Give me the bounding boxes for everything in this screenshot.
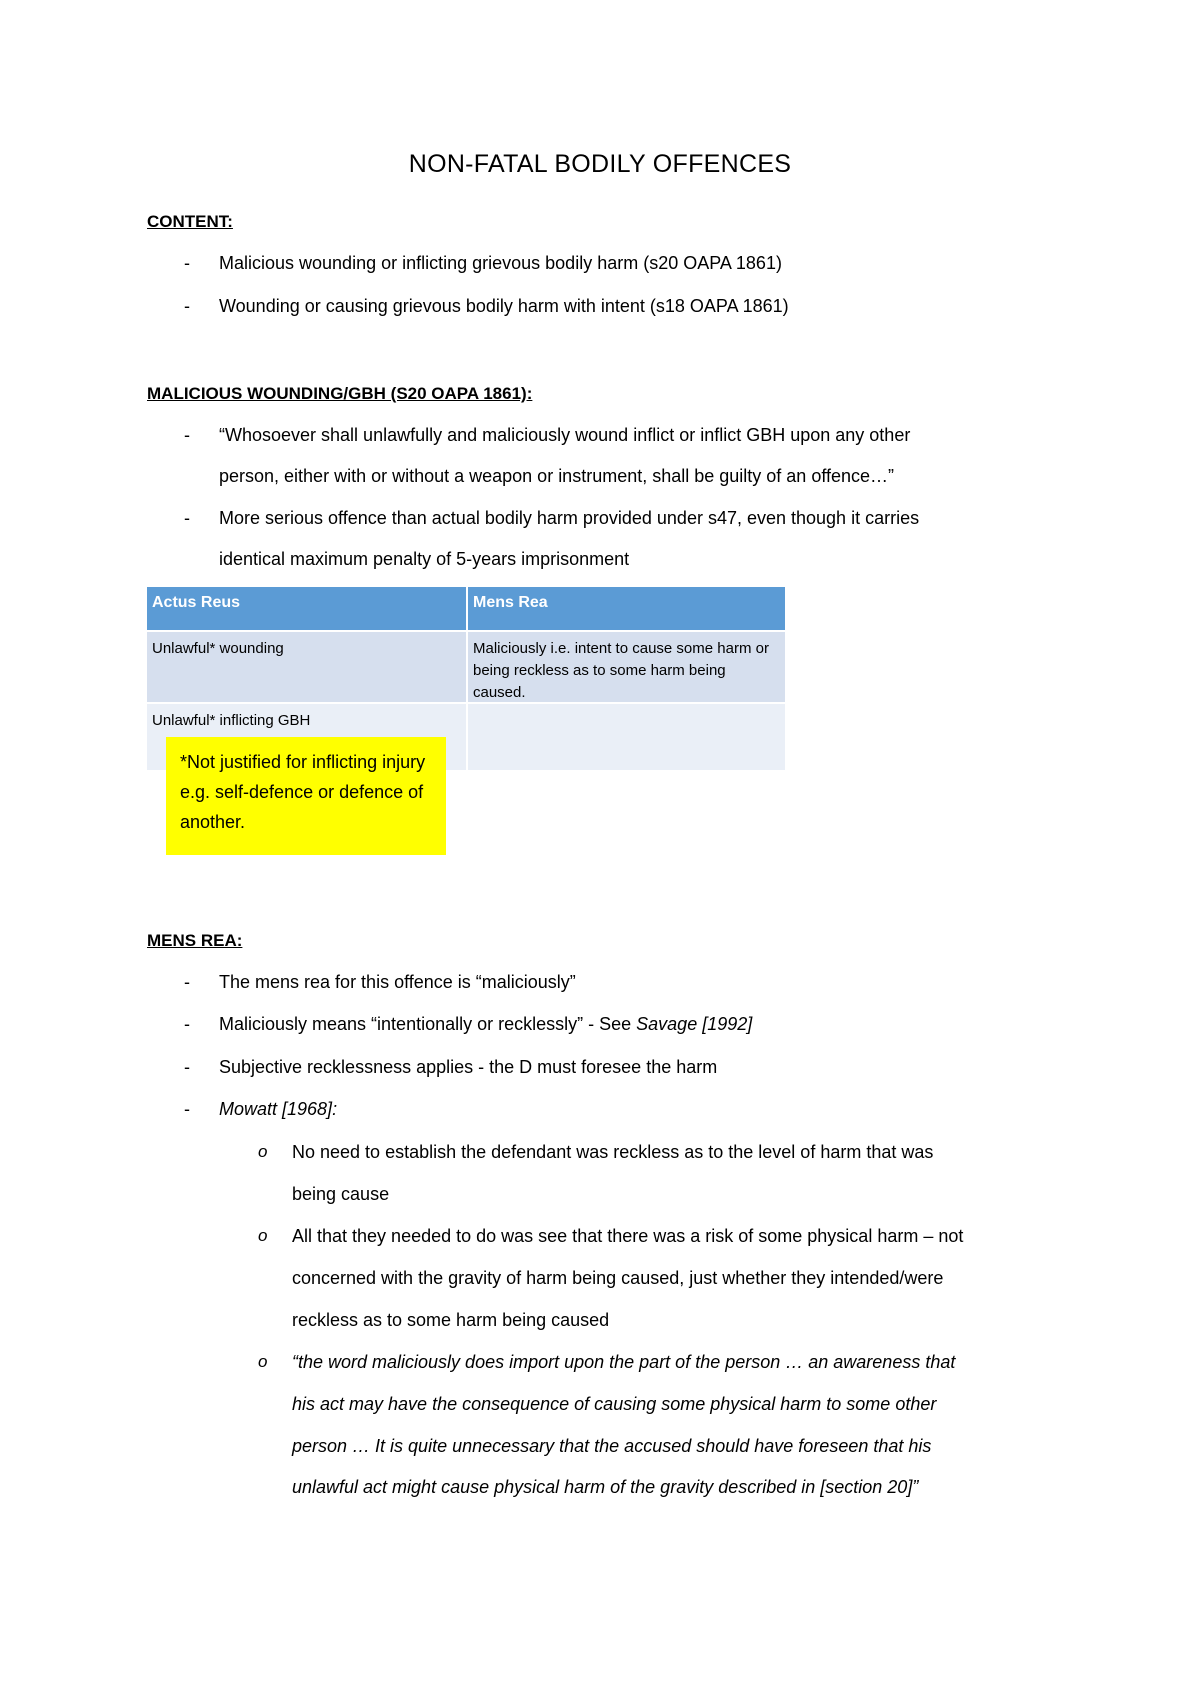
- text-segment: Maliciously means “intentionally or recklessly” - See: [219, 1014, 637, 1034]
- quote-line: unlawful act might cause physical harm of the gravity described in [section 20]”: [292, 1477, 919, 1497]
- dash-bullet: -: [184, 1014, 190, 1034]
- text-line: concerned with the gravity of harm being caused, just whether they intended/were: [292, 1268, 944, 1288]
- table-header-actus-reus: Actus Reus: [147, 587, 468, 630]
- highlight-note: *Not justified for inflicting injury e.g. self-defence or defence of another.: [166, 737, 446, 855]
- text-line: The mens rea for this offence is “maliciously”: [219, 972, 576, 992]
- text-line: [219, 1014, 752, 1035]
- table-cell: Unlawful* wounding: [147, 632, 468, 702]
- text-line: No need to establish the defendant was reckless as to the level of harm that was: [292, 1142, 934, 1162]
- table-header-mens-rea: Mens Rea: [468, 587, 787, 630]
- text-line: All that they needed to do was see that there was a risk of some physical harm – not: [292, 1226, 964, 1246]
- circle-bullet: o: [258, 1352, 268, 1371]
- circle-bullet: o: [258, 1226, 268, 1245]
- case-citation: Mowatt [1968]:: [219, 1099, 338, 1119]
- table-header-row: [147, 587, 787, 630]
- dash-bullet: -: [184, 253, 190, 273]
- dash-bullet: -: [184, 296, 190, 316]
- text-line: identical maximum penalty of 5-years imprisonment: [219, 549, 630, 569]
- dash-bullet: -: [184, 972, 190, 992]
- table-cell: Unlawful* inflicting GBH: [147, 704, 468, 770]
- content-heading: CONTENT:: [147, 212, 233, 231]
- dash-bullet: -: [184, 508, 190, 528]
- table-cell: [468, 704, 787, 770]
- text-line: Subjective recklessness applies - the D must foresee the harm: [219, 1057, 718, 1077]
- circle-bullet: o: [258, 1142, 268, 1161]
- mens-rea-heading: MENS REA:: [147, 931, 243, 950]
- quote-line: person, either with or without a weapon or instrument, shall be guilty of an offence…”: [219, 466, 895, 486]
- quote-line: person … It is quite unnecessary that the accused should have foreseen that his: [292, 1436, 932, 1456]
- text-line: being cause: [292, 1184, 390, 1204]
- malicious-heading: MALICIOUS WOUNDING/GBH (S20 OAPA 1861):: [147, 384, 533, 403]
- table-row: [147, 630, 787, 702]
- page-title: NON-FATAL BODILY OFFENCES: [408, 150, 792, 178]
- text-line: More serious offence than actual bodily harm provided under s47, even though it carries: [219, 508, 920, 528]
- dash-bullet: -: [184, 1099, 190, 1119]
- quote-line: his act may have the consequence of causing some physical harm to some other: [292, 1394, 937, 1414]
- dash-bullet: -: [184, 1057, 190, 1077]
- quote-line: “the word maliciously does import upon the part of the person … an awareness that: [292, 1352, 956, 1372]
- text-line: reckless as to some harm being caused: [292, 1310, 610, 1330]
- case-citation: Savage [1992]: [636, 1014, 753, 1034]
- content-item: Malicious wounding or inflicting grievous bodily harm (s20 OAPA 1861): [219, 253, 782, 273]
- table-cell: Maliciously i.e. intent to cause some harm or being reckless as to some harm being caused.: [468, 632, 787, 702]
- content-item: Wounding or causing grievous bodily harm with intent (s18 OAPA 1861): [219, 296, 789, 316]
- quote-line: “Whosoever shall unlawfully and maliciously wound inflict or inflict GBH upon any other: [219, 425, 911, 445]
- dash-bullet: -: [184, 425, 190, 445]
